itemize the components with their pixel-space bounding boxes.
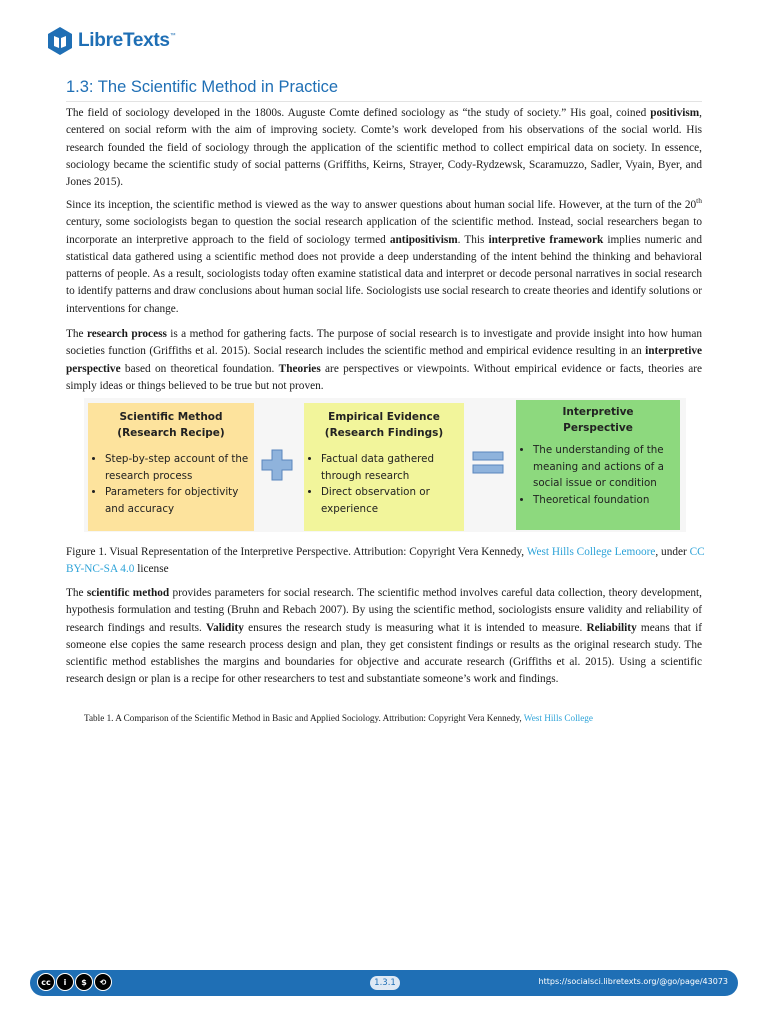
bullet-item: • Direct observation or experience <box>321 484 464 517</box>
box-subtitle: Perspective <box>563 422 633 434</box>
box-title: Empirical Evidence <box>328 411 440 423</box>
box-subtitle: (Research Recipe) <box>117 427 225 439</box>
box-title: Interpretive <box>562 406 634 418</box>
interpretive-perspective-box <box>516 400 680 530</box>
noncommercial-icon: $ <box>75 973 93 991</box>
cc-license-link[interactable]: CC BY-NC-SA 4.0 <box>66 546 705 576</box>
page-url[interactable]: https://socialsci.libretexts.org/@go/page/43073 <box>538 977 728 986</box>
box-subtitle: (Research Findings) <box>324 427 444 439</box>
bullet-item: • The understanding of the meaning and actions of a social issue or condition <box>533 442 680 492</box>
box-bullets <box>304 451 464 517</box>
logo-text: LibreTexts™ <box>78 30 176 51</box>
interpretive-perspective-figure <box>84 398 686 532</box>
page-footer <box>30 970 738 996</box>
table-caption: Table 1. A Comparison of the Scientific Method in Basic and Applied Sociology. Attribution: Copyright Vera Kennedy, West Hills College <box>84 713 593 723</box>
paragraph-3: The research process is a method for gathering facts. The purpose of social research is to investigate and provide insight into how human societies function (Griffiths et al. 2015). Social research includes the scientific method and empirical evidence resulting in an interpretive perspective based on theoretical foundation. Theories are perspectives or viewpoints. Without empirical evidence or facts, theories are simply ideas or things believed to be true but not proven. <box>66 328 702 392</box>
west-hills-college-lemoore-link[interactable]: West Hills College Lemoore <box>526 546 656 558</box>
bullet-item: • Factual data gathered through research <box>321 451 464 484</box>
box-bullets <box>516 442 680 508</box>
libretexts-logo-icon <box>46 26 74 56</box>
equals-icon <box>472 451 504 475</box>
box-title: Scientific Method <box>119 411 223 423</box>
plus-icon <box>261 449 293 481</box>
bullet-item: • Theoretical foundation <box>533 492 680 509</box>
paragraph-1: The field of sociology developed in the 1800s. Auguste Comte defined sociology as “the study of society.” His goal, coined positivism, centered on social reform with the aim of improving society. Comte’s work developed from his observations of the social world. His research founded the field of sociology through the application of the scientific method to collect empirical data on society. In essence, sociology became the scientific study of social patterns (Griffiths, Keirns, Strayer, Cody-Rydzewsk, Scaramuzzo, Sadler, Vyain, Byer, and Jones 2015). <box>66 107 702 189</box>
cc-license-badges[interactable] <box>37 973 113 991</box>
sharealike-icon: ⟲ <box>94 973 112 991</box>
attribution-icon: i <box>56 973 74 991</box>
bullet-item: • Step-by-step account of the research process <box>105 451 254 484</box>
figure-caption: Figure 1. Visual Representation of the Interpretive Perspective. Attribution: Copyright Vera Kennedy, West Hills College Lemoore, under CC BY-NC-SA 4.0 license <box>66 546 705 576</box>
box-bullets <box>88 451 254 517</box>
libretexts-logo[interactable] <box>46 26 175 56</box>
west-hills-college-link[interactable]: West Hills College <box>523 713 593 723</box>
bullet-item: • Parameters for objectivity and accuracy <box>105 484 254 517</box>
scientific-method-box <box>88 403 254 531</box>
cc-icon: cc <box>37 973 55 991</box>
page-number: 1.3.1 <box>370 976 400 990</box>
empirical-evidence-box <box>304 403 464 531</box>
paragraph-4: The scientific method provides parameters for social research. The scientific method involves careful data collection, theory development, hypothesis formulation and testing (Bruhn and Rebach 2007). By using the scientific method, sociologists ensure validity and reliability of research findings and results. Validity ensures the research study is measuring what it is intended to measure. Reliability means that if someone else copies the same research process design and plan, they get consistent findings or results as the original research study. The scientific method establishes the margins and boundaries for objective and accurate research (Griffiths et al. 2015). Using a scientific research design or plan is a recipe for other researchers to test and substantiate someone’s work and findings. <box>66 587 702 686</box>
page-title: 1.3: The Scientific Method in Practice <box>66 78 702 102</box>
paragraph-2: Since its inception, the scientific method is viewed as the way to answer questions about human social life. However, at the turn of the 20th century, some sociologists began to question the social research application of the scientific method. Instead, social researchers began to incorporate an interpretive approach to the field of sociology termed antipositivism. This interpretive framework implies numeric and statistical data gathered using a scientific method does not provide a deep understanding of the intent behind the thinking and behavioral patterns of people. As a result, sociologists today often examine statistical data and interpret or decode personal narratives in social research to identify patterns and draw conclusions about human social life. Sociologists use social research to create theories and identify solutions or interventions for change. <box>66 196 702 315</box>
